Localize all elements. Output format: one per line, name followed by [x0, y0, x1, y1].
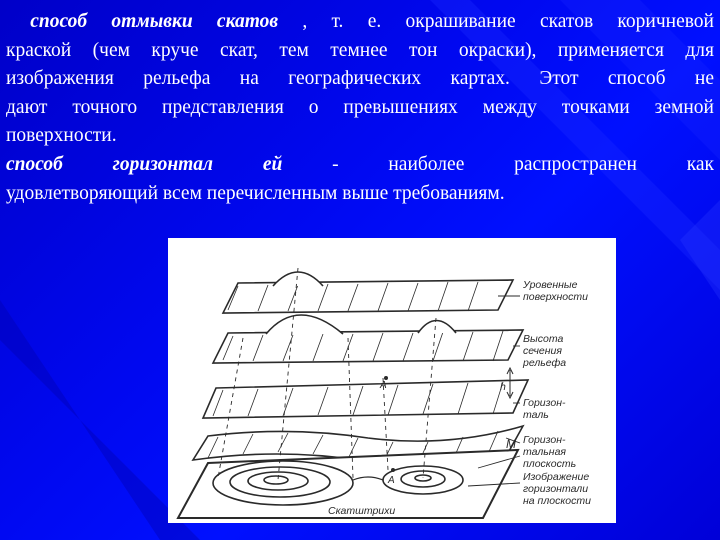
label-point-a-lower: A [388, 475, 395, 486]
label-hatching: Скатштрихи [328, 505, 396, 517]
contour-lines-figure [168, 238, 616, 523]
label-image-2: горизонтали [523, 483, 589, 495]
term-relief-shading: способ отмывки скатов [30, 11, 279, 32]
label-image-1: Изображение [523, 471, 590, 483]
text-line-4: дают точного представления о превышениях между точками земной [6, 96, 714, 118]
body-text [6, 8, 714, 208]
label-height-2: сечения [523, 345, 563, 357]
label-contour-1: Горизон- [523, 397, 566, 409]
contour-diagram [168, 238, 616, 523]
label-m: M [506, 437, 516, 451]
text-line-6: способ горизонтал ей - наиболее распространен как [6, 153, 715, 175]
label-point-a-upper: A [380, 380, 387, 391]
label-height-3: рельефа [523, 357, 567, 369]
label-level-surfaces-1: Уровенные [523, 279, 578, 291]
label-plane-2: тальная [523, 446, 567, 458]
label-height-1: Высота [523, 333, 564, 345]
text-line-7: удовлетворяющий всем перечисленным выше требованиям. [6, 182, 505, 204]
text-line-5: поверхности. [6, 125, 117, 147]
label-plane-1: Горизон- [523, 434, 566, 446]
text-line-3: изображения рельефа на географических картах. Этот способ не [6, 68, 714, 90]
label-level-surfaces-2: поверхности [523, 291, 588, 303]
text-line-1: способ отмывки скатов , т. е. окрашивание скатов коричневой [30, 11, 714, 32]
label-plane-3: плоскость [523, 458, 577, 470]
label-image-3: на плоскости [523, 495, 591, 507]
label-h: h [500, 381, 506, 393]
label-contour-2: таль [523, 409, 549, 421]
text-line-2: краской (чем круче скат, тем темнее тон окраски), применяется для [6, 39, 714, 61]
